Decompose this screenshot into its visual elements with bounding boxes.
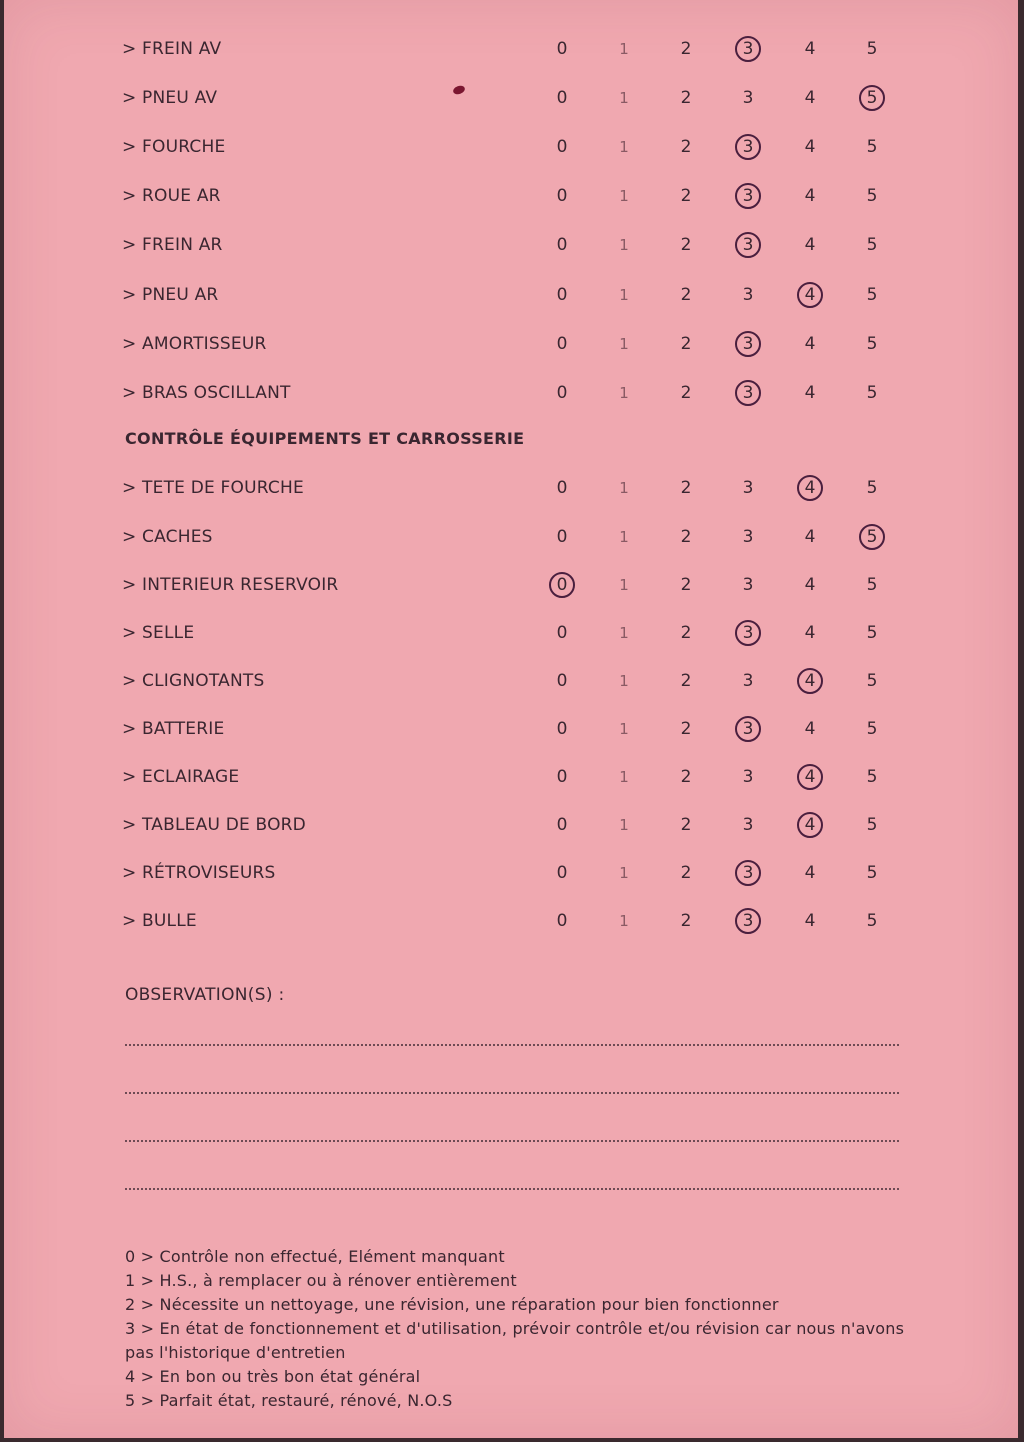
rating-option[interactable]: 0	[556, 235, 568, 255]
rating-option[interactable]: 0	[556, 478, 568, 498]
rating-option[interactable]: 0	[556, 285, 568, 305]
rating-option[interactable]: 1	[619, 335, 629, 353]
checklist-row	[4, 618, 1018, 648]
rating-option-selected[interactable]: 3	[733, 329, 763, 359]
rating-option-selected[interactable]: 3	[733, 34, 763, 64]
rating-option[interactable]: 2	[680, 186, 692, 206]
rating-option-selected[interactable]: 5	[857, 522, 887, 552]
rating-option[interactable]: 3	[742, 815, 754, 835]
rating-option-selected[interactable]: 3	[733, 181, 763, 211]
rating-legend	[125, 1245, 905, 1413]
checklist-row	[4, 522, 1018, 552]
rating-option-selected[interactable]: 3	[733, 858, 763, 888]
rating-option[interactable]: 0	[556, 863, 568, 883]
rating-option[interactable]: 3	[742, 88, 754, 108]
rating-option[interactable]: 0	[556, 671, 568, 691]
rating-option[interactable]: 1	[619, 816, 629, 834]
rating-option[interactable]: 0	[556, 623, 568, 643]
rating-option[interactable]: 0	[556, 334, 568, 354]
rating-option[interactable]: 0	[556, 767, 568, 787]
checklist-row	[4, 378, 1018, 408]
checklist-item-label: > FREIN AR	[122, 235, 223, 255]
rating-option[interactable]: 4	[804, 623, 816, 643]
rating-option[interactable]: 4	[804, 235, 816, 255]
checklist-row	[4, 810, 1018, 840]
checklist-item-label: > ECLAIRAGE	[122, 767, 240, 787]
rating-option[interactable]: 5	[866, 383, 878, 403]
rating-option-selected[interactable]: 4	[795, 280, 825, 310]
checklist-row	[4, 858, 1018, 888]
rating-option[interactable]: 5	[866, 719, 878, 739]
rating-option[interactable]: 5	[866, 815, 878, 835]
checklist-row	[4, 34, 1018, 64]
rating-option[interactable]: 5	[866, 863, 878, 883]
rating-option[interactable]: 1	[619, 720, 629, 738]
rating-option-selected[interactable]: 3	[733, 618, 763, 648]
rating-option[interactable]: 2	[680, 88, 692, 108]
rating-option[interactable]: 2	[680, 527, 692, 547]
inspection-sheet	[4, 0, 1018, 1438]
rating-option[interactable]: 5	[866, 334, 878, 354]
observation-line[interactable]	[125, 1188, 899, 1190]
rating-option[interactable]: 2	[680, 767, 692, 787]
rating-option-selected[interactable]: 4	[795, 810, 825, 840]
rating-option[interactable]: 4	[804, 719, 816, 739]
rating-option[interactable]: 2	[680, 334, 692, 354]
rating-option[interactable]: 2	[680, 719, 692, 739]
checklist-row	[4, 181, 1018, 211]
rating-option[interactable]: 5	[866, 575, 878, 595]
rating-option[interactable]: 5	[866, 478, 878, 498]
rating-option[interactable]: 1	[619, 576, 629, 594]
rating-option[interactable]: 5	[866, 911, 878, 931]
rating-option[interactable]: 0	[556, 815, 568, 835]
rating-option[interactable]: 3	[742, 527, 754, 547]
rating-option[interactable]: 2	[680, 137, 692, 157]
observation-line[interactable]	[125, 1044, 899, 1046]
checklist-item-label: > CLIGNOTANTS	[122, 671, 265, 691]
rating-option[interactable]: 3	[742, 575, 754, 595]
rating-option[interactable]: 4	[804, 575, 816, 595]
checklist-row	[4, 329, 1018, 359]
legend-line-4: 4 > En bon ou très bon état général	[125, 1367, 421, 1386]
rating-option-selected[interactable]: 3	[733, 230, 763, 260]
rating-option[interactable]: 1	[619, 672, 629, 690]
checklist-item-label: > PNEU AR	[122, 285, 219, 305]
rating-option[interactable]: 5	[866, 235, 878, 255]
rating-option[interactable]: 2	[680, 671, 692, 691]
rating-option[interactable]: 2	[680, 911, 692, 931]
checklist-row	[4, 570, 1018, 600]
rating-option[interactable]: 4	[804, 911, 816, 931]
checklist-row	[4, 906, 1018, 936]
rating-option-selected[interactable]: 3	[733, 906, 763, 936]
rating-option[interactable]: 2	[680, 235, 692, 255]
rating-option-selected[interactable]: 0	[547, 570, 577, 600]
checklist-item-label: > TABLEAU DE BORD	[122, 815, 306, 835]
checklist-row	[4, 666, 1018, 696]
rating-option[interactable]: 2	[680, 575, 692, 595]
checklist-item-label: > BULLE	[122, 911, 197, 931]
checklist-item-label: > BRAS OSCILLANT	[122, 383, 291, 403]
rating-option[interactable]: 4	[804, 863, 816, 883]
rating-option-selected[interactable]: 4	[795, 666, 825, 696]
rating-option[interactable]: 2	[680, 815, 692, 835]
rating-option[interactable]: 0	[556, 88, 568, 108]
rating-option[interactable]: 3	[742, 478, 754, 498]
rating-option[interactable]: 2	[680, 285, 692, 305]
observation-line[interactable]	[125, 1140, 899, 1142]
checklist-row	[4, 280, 1018, 310]
checklist-item-label: > ROUE AR	[122, 186, 221, 206]
rating-option[interactable]: 0	[556, 527, 568, 547]
legend-line-2: 2 > Nécessite un nettoyage, une révision, une réparation pour bien fonctionner	[125, 1295, 779, 1314]
observation-line[interactable]	[125, 1092, 899, 1094]
legend-line-1: 1 > H.S., à remplacer ou à rénover entièrement	[125, 1271, 517, 1290]
rating-option[interactable]: 1	[619, 236, 629, 254]
rating-option[interactable]: 0	[556, 383, 568, 403]
rating-option-selected[interactable]: 4	[795, 762, 825, 792]
rating-option-selected[interactable]: 3	[733, 714, 763, 744]
rating-option[interactable]: 2	[680, 39, 692, 59]
rating-option[interactable]: 1	[619, 138, 629, 156]
rating-option[interactable]: 3	[742, 767, 754, 787]
observations-title: OBSERVATION(S) :	[125, 985, 285, 1005]
rating-option[interactable]: 1	[619, 768, 629, 786]
checklist-row	[4, 473, 1018, 503]
rating-option[interactable]: 5	[866, 767, 878, 787]
rating-option[interactable]: 4	[804, 39, 816, 59]
legend-line-0: 0 > Contrôle non effectué, Elément manquant	[125, 1247, 505, 1266]
rating-option[interactable]: 5	[866, 39, 878, 59]
rating-option[interactable]: 1	[619, 864, 629, 882]
rating-option[interactable]: 0	[556, 186, 568, 206]
checklist-item-label: > RÉTROVISEURS	[122, 863, 276, 883]
rating-option[interactable]: 5	[866, 623, 878, 643]
checklist-item-label: > BATTERIE	[122, 719, 225, 739]
rating-option[interactable]: 1	[619, 624, 629, 642]
rating-option[interactable]: 4	[804, 527, 816, 547]
checklist-row	[4, 762, 1018, 792]
checklist-row	[4, 132, 1018, 162]
rating-option[interactable]: 5	[866, 285, 878, 305]
rating-option[interactable]: 2	[680, 478, 692, 498]
legend-line-5: 5 > Parfait état, restauré, rénové, N.O.S	[125, 1391, 453, 1410]
checklist-item-label: > INTERIEUR RESERVOIR	[122, 575, 339, 595]
checklist-item-label: > TETE DE FOURCHE	[122, 478, 304, 498]
rating-option[interactable]: 1	[619, 479, 629, 497]
rating-option-selected[interactable]: 3	[733, 132, 763, 162]
rating-option[interactable]: 0	[556, 719, 568, 739]
rating-option[interactable]: 4	[804, 88, 816, 108]
rating-option[interactable]: 1	[619, 528, 629, 546]
rating-option[interactable]: 3	[742, 285, 754, 305]
checklist-item-label: > FREIN AV	[122, 39, 222, 59]
rating-option[interactable]: 5	[866, 671, 878, 691]
rating-option[interactable]: 5	[866, 137, 878, 157]
rating-option-selected[interactable]: 4	[795, 473, 825, 503]
rating-option[interactable]: 4	[804, 383, 816, 403]
checklist-item-label: > CACHES	[122, 527, 213, 547]
rating-option[interactable]: 1	[619, 912, 629, 930]
rating-option[interactable]: 1	[619, 40, 629, 58]
checklist-row	[4, 83, 1018, 113]
checklist-item-label: > AMORTISSEUR	[122, 334, 267, 354]
rating-option[interactable]: 4	[804, 334, 816, 354]
rating-option-selected[interactable]: 3	[733, 378, 763, 408]
rating-option[interactable]: 0	[556, 39, 568, 59]
checklist-item-label: > SELLE	[122, 623, 195, 643]
rating-option[interactable]: 2	[680, 863, 692, 883]
rating-option[interactable]: 1	[619, 89, 629, 107]
rating-option[interactable]: 4	[804, 186, 816, 206]
rating-option[interactable]: 1	[619, 286, 629, 304]
rating-option[interactable]: 2	[680, 623, 692, 643]
section-title-equipements: CONTRÔLE ÉQUIPEMENTS ET CARROSSERIE	[125, 429, 525, 448]
rating-option[interactable]: 5	[866, 186, 878, 206]
rating-option[interactable]: 0	[556, 911, 568, 931]
rating-option[interactable]: 2	[680, 383, 692, 403]
checklist-row	[4, 714, 1018, 744]
checklist-item-label: > FOURCHE	[122, 137, 226, 157]
rating-option[interactable]: 3	[742, 671, 754, 691]
rating-option-selected[interactable]: 5	[857, 83, 887, 113]
rating-option[interactable]: 4	[804, 137, 816, 157]
checklist-row	[4, 230, 1018, 260]
rating-option[interactable]: 1	[619, 384, 629, 402]
checklist-item-label: > PNEU AV	[122, 88, 218, 108]
rating-option[interactable]: 0	[556, 137, 568, 157]
rating-option[interactable]: 1	[619, 187, 629, 205]
legend-line-3: 3 > En état de fonctionnement et d'utilisation, prévoir contrôle et/ou révision car nous n'avons pas l'historique d'entretien	[125, 1319, 905, 1362]
